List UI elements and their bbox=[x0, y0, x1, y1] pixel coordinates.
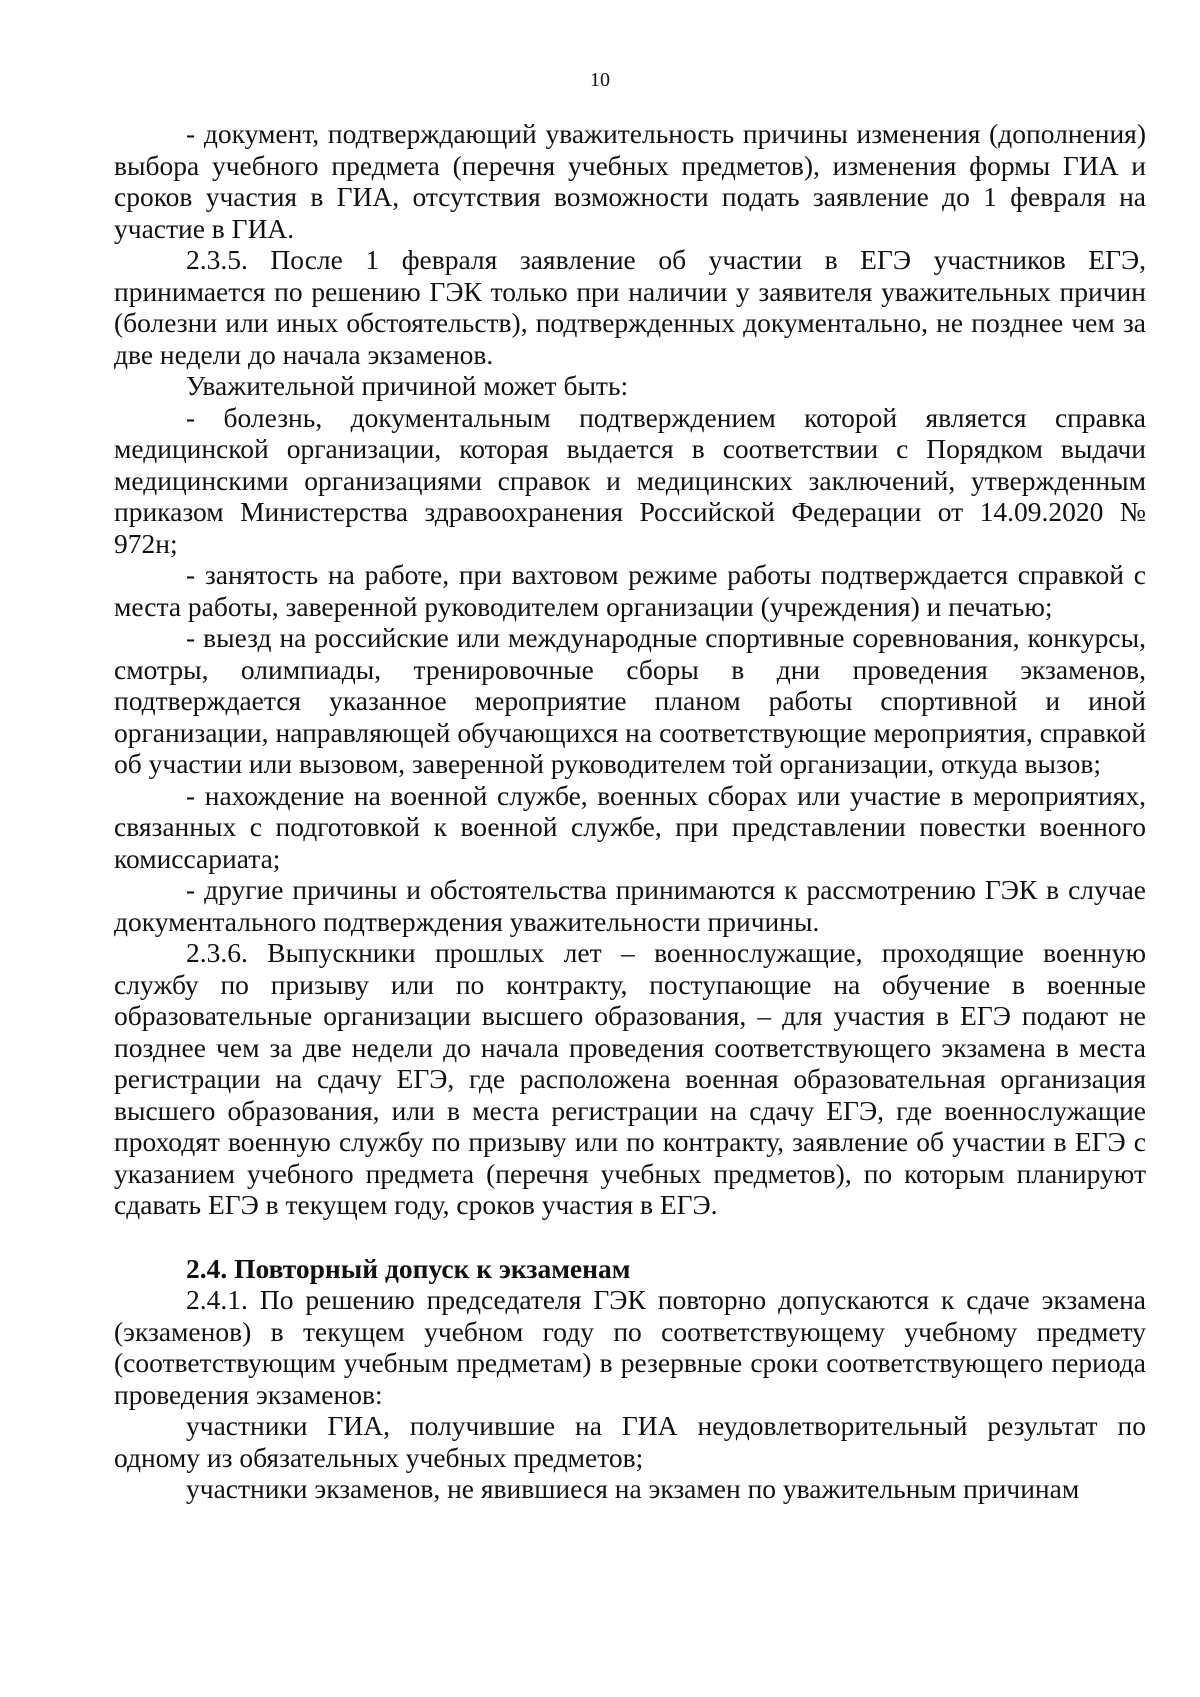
paragraph-2-3-5: 2.3.5. После 1 февраля заявление об участии в ЕГЭ участников ЕГЭ, принимается по решению ГЭК только при наличии у заявителя уважительных причин (болезни или иных обстоятельств), подтвержденных документально, не позднее чем за две недели до начала экзаменов. bbox=[114, 244, 1146, 370]
section-spacer bbox=[114, 1221, 1146, 1253]
paragraph-absent-valid-reason: участники экзаменов, не явившиеся на экзамен по уважительным причинам bbox=[186, 1473, 1080, 1504]
list-item-other-reasons: - другие причины и обстоятельства принимаются к рассмотрению ГЭК в случае документального подтверждения уважительности причины. bbox=[114, 874, 1146, 937]
paragraph-valid-reason-intro: Уважительной причиной может быть: bbox=[186, 370, 629, 401]
paragraph-unsatisfactory-result: участники ГИА, получившие на ГИА неудовлетворительный результат по одному из обязательных учебных предметов; bbox=[114, 1410, 1146, 1473]
list-item-work: - занятость на работе, при вахтовом режиме работы подтверждается справкой с места работы, заверенной руководителем организации (учреждения) и печатью; bbox=[114, 559, 1146, 622]
document-body bbox=[114, 118, 1146, 1505]
list-item-illness: - болезнь, документальным подтверждением которой является справка медицинской организации, которая выдается в соответствии с Порядком выдачи медицинскими организациями справок и медицинских заключений, утвержденным приказом Министерства здравоохранения Российской Федерации от 14.09.2020 № 972н; bbox=[114, 401, 1146, 559]
paragraph-2-4-1: 2.4.1. По решению председателя ГЭК повторно допускаются к сдаче экзамена (экзаменов) в текущем учебном году по соответствующему учебному предмету (соответствующим учебным предметам) в резервные сроки соответствующего периода проведения экзаменов: bbox=[114, 1284, 1146, 1410]
paragraph-document-reason: - документ, подтверждающий уважительность причины изменения (дополнения) выбора учебного предмета (перечня учебных предметов), изменения формы ГИА и сроков участия в ГИА, отсутствия возможности подать заявление до 1 февраля на участие в ГИА. bbox=[114, 118, 1146, 244]
list-item-sports-trip: - выезд на российские или международные спортивные соревнования, конкурсы, смотры, олимпиады, тренировочные сборы в дни проведения экзаменов, подтверждается указанное мероприятие планом работы спортивной и иной организации, направляющей обучающихся на соответствующие мероприятия, справкой об участии или вызовом, заверенной руководителем той организации, откуда вызов; bbox=[114, 622, 1146, 779]
paragraph-2-3-6: 2.3.6. Выпускники прошлых лет – военнослужащие, проходящие военную службу по призыву или по контракту, поступающие на обучение в военные образовательные организации высшего образования, – для участия в ЕГЭ подают не позднее чем за две недели до начала проведения соответствующего экзамена в места регистрации на сдачу ЕГЭ, где расположена военная образовательная организация высшего образования, или в места регистрации на сдачу ЕГЭ, где военнослужащие проходят военную службу по призыву или по контракту, заявление об участии в ЕГЭ с указанием учебного предмета (перечня учебных предметов), по которым планируют сдавать ЕГЭ в текущем году, сроков участия в ЕГЭ. bbox=[114, 937, 1146, 1220]
section-heading-2-4: 2.4. Повторный допуск к экзаменам bbox=[186, 1252, 631, 1284]
list-item-military-service: - нахождение на военной службе, военных сборах или участие в мероприятиях, связанных с подготовкой к военной службе, при представлении повестки военного комиссариата; bbox=[114, 779, 1146, 874]
page-number: 10 bbox=[590, 69, 610, 91]
